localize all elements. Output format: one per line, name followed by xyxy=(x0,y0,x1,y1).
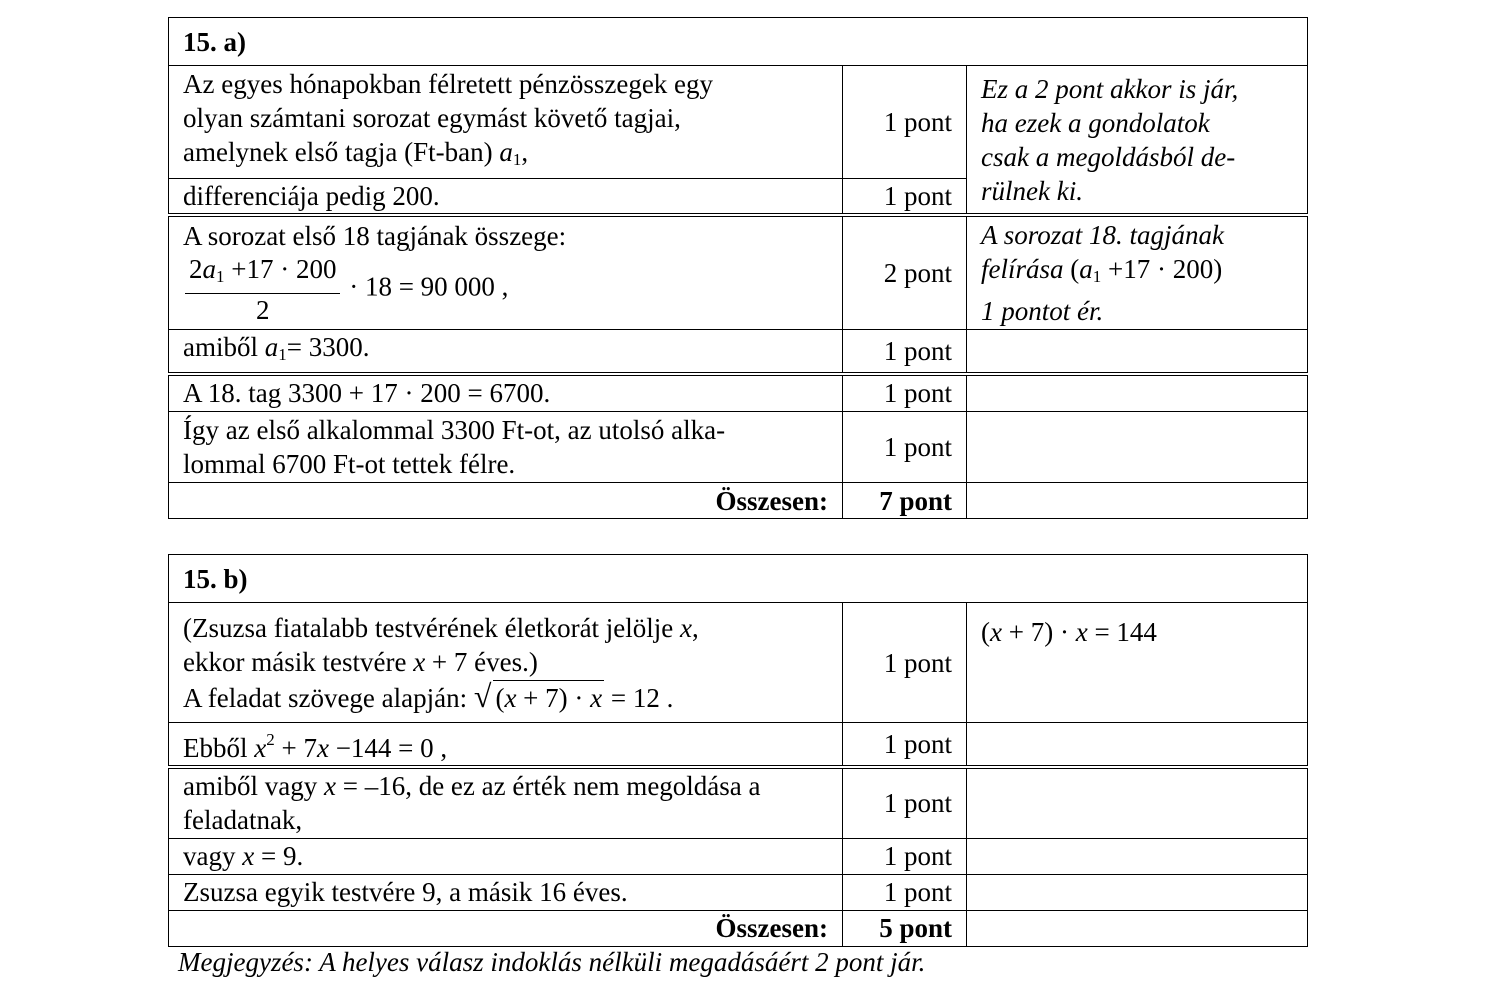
part-b-row3-points: 1 pont xyxy=(843,767,967,838)
part-b-note-empty-3 xyxy=(967,767,1308,838)
part-b-total-points: 5 pont xyxy=(843,910,967,946)
footnote-remark: Megjegyzés: A helyes válasz indoklás nélküli megadásáért 2 pont jár. xyxy=(178,947,926,977)
part-a-row6-points: 1 pont xyxy=(843,412,967,483)
part-b-row1-points: 1 pont xyxy=(843,603,967,723)
part-a-row3-text: A sorozat első 18 tagjának összege: $\frac{2a_1 +17 \cdot 200}{2}$ · 18 = 90 000 , xyxy=(169,215,843,329)
part-a-note-empty-6 xyxy=(967,412,1308,483)
part-a-row5-points: 1 pont xyxy=(843,374,967,412)
part-a-heading: 15. a) xyxy=(169,18,1308,66)
square-root-sign: √ xyxy=(473,677,492,714)
part-a-row1-points: 1 pont xyxy=(843,66,967,179)
part-b-note-empty-4 xyxy=(967,838,1308,874)
part-b-total-label: Összesen: xyxy=(169,910,843,946)
part-b-row5-points: 1 pont xyxy=(843,874,967,910)
part-b-row2-text: Ebből $x^2 + 7x -144 = 0$ , xyxy=(169,723,843,768)
part-b-row1-text: (Zsuzsa fiatalabb testvérének életkorát jelölje x, ekkor másik testvére x + 7 éves.) A feladat szövege alapján: √ (x + 7) · x = 12 . xyxy=(169,603,843,723)
scoring-table-part-a xyxy=(168,17,1308,519)
part-b-note-empty-5 xyxy=(967,874,1308,910)
part-b-note-1: (x + 7) · x = 144 xyxy=(967,603,1308,723)
part-a-note-empty-5 xyxy=(967,374,1308,412)
part-b-note-empty-2 xyxy=(967,723,1308,768)
part-b-row2-points: 1 pont xyxy=(843,723,967,768)
part-a-row4-text: amiből $a_1= 3300$. xyxy=(169,329,843,374)
part-b-heading: 15. b) xyxy=(169,555,1308,603)
part-a-total-label: Összesen: xyxy=(169,483,843,519)
part-a-total-points: 7 pont xyxy=(843,483,967,519)
part-a-note-3: A sorozat 18. tagjának felírása $(a_1 +17 \cdot 200)$ 1 pontot ér. xyxy=(967,215,1308,329)
sum-formula-fraction: $\frac{2a_1 +17 \cdot 200}{2}$ xyxy=(185,253,340,326)
part-b-row5-text: Zsuzsa egyik testvére 9, a másik 16 éves. xyxy=(169,874,843,910)
part-a-note-1: Ez a 2 pont akkor is jár, ha ezek a gondolatok csak a megoldásból de- rülnek ki. xyxy=(967,66,1308,216)
part-a-row2-points: 1 pont xyxy=(843,179,967,216)
part-b-row4-points: 1 pont xyxy=(843,838,967,874)
part-a-row4-points: 1 pont xyxy=(843,329,967,374)
square-root-body: (x + 7) · x xyxy=(493,680,604,715)
part-a-row2-text: differenciája pedig 200. xyxy=(169,179,843,216)
scoring-table-part-b xyxy=(168,554,1308,947)
part-a-row5-text: A 18. tag 3300 + 17 · 200 = 6700. xyxy=(169,374,843,412)
part-a-row1-text: Az egyes hónapokban félretett pénzösszegek egy olyan számtani sorozat egymást követő tagjai, amelynek első tagja (Ft-ban) $a_1$, xyxy=(169,66,843,179)
part-a-row3-points: 2 pont xyxy=(843,215,967,329)
part-b-row4-text: vagy x = 9. xyxy=(169,838,843,874)
part-b-row3-text: amiből vagy x = –16, de ez az érték nem megoldása a feladatnak, xyxy=(169,767,843,838)
part-a-note-empty-4 xyxy=(967,329,1308,374)
part-a-row6-text: Így az első alkalommal 3300 Ft-ot, az utolsó alka- lommal 6700 Ft-ot tettek félre. xyxy=(169,412,843,483)
part-b-note-empty-total xyxy=(967,910,1308,946)
part-a-note-empty-total xyxy=(967,483,1308,519)
